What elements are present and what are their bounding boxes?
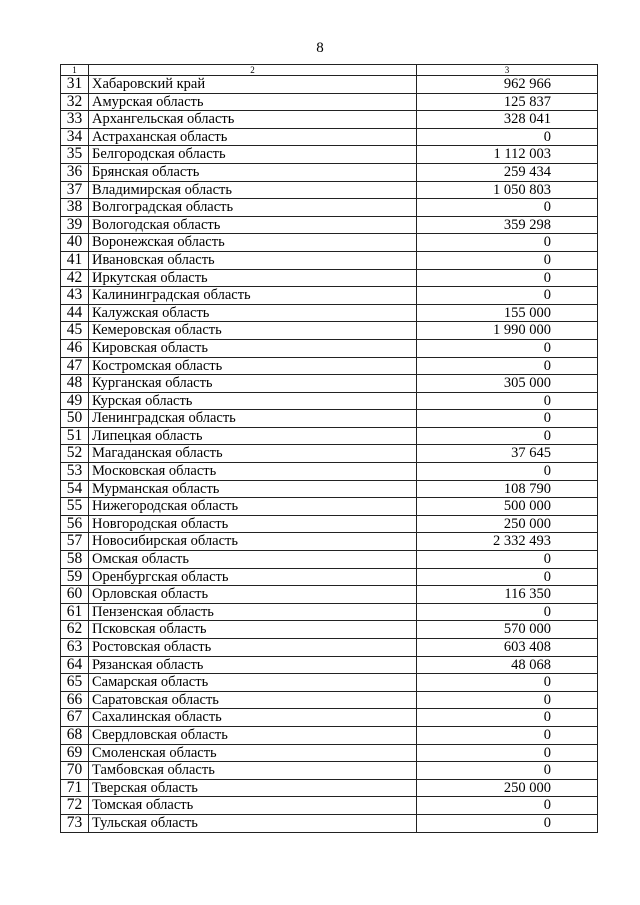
amount-value: 603 408 bbox=[417, 639, 598, 657]
region-name: Хабаровский край bbox=[89, 76, 417, 94]
region-name: Ленинградская область bbox=[89, 410, 417, 428]
region-name: Липецкая область bbox=[89, 427, 417, 445]
row-number: 34 bbox=[61, 128, 89, 146]
region-name: Пензенская область bbox=[89, 603, 417, 621]
row-number: 65 bbox=[61, 674, 89, 692]
amount-value: 0 bbox=[417, 726, 598, 744]
row-number: 36 bbox=[61, 163, 89, 181]
table-row bbox=[61, 269, 598, 287]
amount-value: 0 bbox=[417, 339, 598, 357]
amount-value: 0 bbox=[417, 762, 598, 780]
row-number: 44 bbox=[61, 304, 89, 322]
table-row bbox=[61, 463, 598, 481]
amount-value: 0 bbox=[417, 709, 598, 727]
region-name: Калужская область bbox=[89, 304, 417, 322]
row-number: 73 bbox=[61, 814, 89, 832]
amount-value: 1 990 000 bbox=[417, 322, 598, 340]
region-name: Астраханская область bbox=[89, 128, 417, 146]
row-number: 39 bbox=[61, 216, 89, 234]
table-row bbox=[61, 498, 598, 516]
amount-value: 0 bbox=[417, 691, 598, 709]
header-col-1: 1 bbox=[61, 65, 89, 76]
row-number: 67 bbox=[61, 709, 89, 727]
amount-value: 1 050 803 bbox=[417, 181, 598, 199]
amount-value: 962 966 bbox=[417, 76, 598, 94]
amount-value: 305 000 bbox=[417, 375, 598, 393]
row-number: 50 bbox=[61, 410, 89, 428]
region-name: Иркутская область bbox=[89, 269, 417, 287]
amount-value: 0 bbox=[417, 234, 598, 252]
row-number: 32 bbox=[61, 93, 89, 111]
region-name: Псковская область bbox=[89, 621, 417, 639]
region-name: Смоленская область bbox=[89, 744, 417, 762]
region-name: Нижегородская область bbox=[89, 498, 417, 516]
region-name: Самарская область bbox=[89, 674, 417, 692]
amount-value: 2 332 493 bbox=[417, 533, 598, 551]
region-name: Воронежская область bbox=[89, 234, 417, 252]
amount-value: 155 000 bbox=[417, 304, 598, 322]
region-name: Сахалинская область bbox=[89, 709, 417, 727]
row-number: 31 bbox=[61, 76, 89, 94]
table-row bbox=[61, 762, 598, 780]
data-table bbox=[60, 64, 598, 833]
region-name: Новосибирская область bbox=[89, 533, 417, 551]
table-row bbox=[61, 480, 598, 498]
table-row bbox=[61, 621, 598, 639]
table-row bbox=[61, 339, 598, 357]
table-row bbox=[61, 674, 598, 692]
table-row bbox=[61, 392, 598, 410]
amount-value: 37 645 bbox=[417, 445, 598, 463]
row-number: 64 bbox=[61, 656, 89, 674]
amount-value: 250 000 bbox=[417, 515, 598, 533]
table-row bbox=[61, 814, 598, 832]
region-name: Амурская область bbox=[89, 93, 417, 111]
table-row bbox=[61, 251, 598, 269]
table-row bbox=[61, 726, 598, 744]
region-name: Курганская область bbox=[89, 375, 417, 393]
row-number: 53 bbox=[61, 463, 89, 481]
table-row bbox=[61, 357, 598, 375]
amount-value: 570 000 bbox=[417, 621, 598, 639]
region-name: Московская область bbox=[89, 463, 417, 481]
region-name: Тверская область bbox=[89, 779, 417, 797]
table-header-row bbox=[61, 65, 598, 76]
region-name: Кемеровская область bbox=[89, 322, 417, 340]
region-name: Волгоградская область bbox=[89, 199, 417, 217]
table-row bbox=[61, 93, 598, 111]
row-number: 54 bbox=[61, 480, 89, 498]
amount-value: 0 bbox=[417, 199, 598, 217]
amount-value: 0 bbox=[417, 269, 598, 287]
row-number: 45 bbox=[61, 322, 89, 340]
table-row bbox=[61, 304, 598, 322]
row-number: 52 bbox=[61, 445, 89, 463]
table-row bbox=[61, 656, 598, 674]
table-row bbox=[61, 533, 598, 551]
table-row bbox=[61, 128, 598, 146]
row-number: 72 bbox=[61, 797, 89, 815]
row-number: 49 bbox=[61, 392, 89, 410]
row-number: 63 bbox=[61, 639, 89, 657]
region-name: Кировская область bbox=[89, 339, 417, 357]
row-number: 41 bbox=[61, 251, 89, 269]
row-number: 43 bbox=[61, 287, 89, 305]
table-row bbox=[61, 568, 598, 586]
table-row bbox=[61, 234, 598, 252]
region-name: Новгородская область bbox=[89, 515, 417, 533]
table-row bbox=[61, 603, 598, 621]
region-name: Саратовская область bbox=[89, 691, 417, 709]
table-row bbox=[61, 515, 598, 533]
row-number: 69 bbox=[61, 744, 89, 762]
table-row bbox=[61, 445, 598, 463]
amount-value: 328 041 bbox=[417, 111, 598, 129]
amount-value: 0 bbox=[417, 568, 598, 586]
region-name: Оренбургская область bbox=[89, 568, 417, 586]
page-number: 8 bbox=[316, 40, 324, 56]
amount-value: 0 bbox=[417, 128, 598, 146]
row-number: 71 bbox=[61, 779, 89, 797]
region-name: Брянская область bbox=[89, 163, 417, 181]
row-number: 59 bbox=[61, 568, 89, 586]
amount-value: 0 bbox=[417, 463, 598, 481]
header-col-3: 3 bbox=[417, 65, 598, 76]
row-number: 37 bbox=[61, 181, 89, 199]
table-row bbox=[61, 111, 598, 129]
region-name: Магаданская область bbox=[89, 445, 417, 463]
amount-value: 0 bbox=[417, 427, 598, 445]
amount-value: 259 434 bbox=[417, 163, 598, 181]
amount-value: 0 bbox=[417, 551, 598, 569]
header-col-2: 2 bbox=[89, 65, 417, 76]
table-row bbox=[61, 639, 598, 657]
row-number: 48 bbox=[61, 375, 89, 393]
amount-value: 108 790 bbox=[417, 480, 598, 498]
table-row bbox=[61, 797, 598, 815]
amount-value: 0 bbox=[417, 410, 598, 428]
table-row bbox=[61, 586, 598, 604]
row-number: 61 bbox=[61, 603, 89, 621]
table-row bbox=[61, 410, 598, 428]
table-row bbox=[61, 287, 598, 305]
table-row bbox=[61, 551, 598, 569]
row-number: 42 bbox=[61, 269, 89, 287]
row-number: 66 bbox=[61, 691, 89, 709]
row-number: 40 bbox=[61, 234, 89, 252]
region-name: Костромская область bbox=[89, 357, 417, 375]
row-number: 47 bbox=[61, 357, 89, 375]
amount-value: 0 bbox=[417, 251, 598, 269]
region-name: Владимирская область bbox=[89, 181, 417, 199]
row-number: 33 bbox=[61, 111, 89, 129]
region-name: Калининградская область bbox=[89, 287, 417, 305]
region-name: Омская область bbox=[89, 551, 417, 569]
region-name: Архангельская область bbox=[89, 111, 417, 129]
table-row bbox=[61, 709, 598, 727]
table-row bbox=[61, 199, 598, 217]
amount-value: 0 bbox=[417, 392, 598, 410]
region-name: Вологодская область bbox=[89, 216, 417, 234]
row-number: 62 bbox=[61, 621, 89, 639]
amount-value: 0 bbox=[417, 744, 598, 762]
table-row bbox=[61, 375, 598, 393]
amount-value: 1 112 003 bbox=[417, 146, 598, 164]
row-number: 38 bbox=[61, 199, 89, 217]
table-row bbox=[61, 322, 598, 340]
row-number: 51 bbox=[61, 427, 89, 445]
table-row bbox=[61, 76, 598, 94]
table-row bbox=[61, 163, 598, 181]
region-name: Свердловская область bbox=[89, 726, 417, 744]
table-row bbox=[61, 779, 598, 797]
table-row bbox=[61, 146, 598, 164]
amount-value: 500 000 bbox=[417, 498, 598, 516]
amount-value: 0 bbox=[417, 287, 598, 305]
table-row bbox=[61, 181, 598, 199]
region-name: Курская область bbox=[89, 392, 417, 410]
region-name: Рязанская область bbox=[89, 656, 417, 674]
amount-value: 250 000 bbox=[417, 779, 598, 797]
row-number: 70 bbox=[61, 762, 89, 780]
amount-value: 48 068 bbox=[417, 656, 598, 674]
amount-value: 0 bbox=[417, 674, 598, 692]
amount-value: 359 298 bbox=[417, 216, 598, 234]
amount-value: 116 350 bbox=[417, 586, 598, 604]
row-number: 57 bbox=[61, 533, 89, 551]
region-name: Ростовская область bbox=[89, 639, 417, 657]
table-row bbox=[61, 744, 598, 762]
row-number: 68 bbox=[61, 726, 89, 744]
amount-value: 0 bbox=[417, 814, 598, 832]
region-name: Ивановская область bbox=[89, 251, 417, 269]
region-name: Белгородская область bbox=[89, 146, 417, 164]
row-number: 60 bbox=[61, 586, 89, 604]
row-number: 56 bbox=[61, 515, 89, 533]
table-row bbox=[61, 216, 598, 234]
amount-value: 125 837 bbox=[417, 93, 598, 111]
row-number: 58 bbox=[61, 551, 89, 569]
row-number: 35 bbox=[61, 146, 89, 164]
amount-value: 0 bbox=[417, 357, 598, 375]
row-number: 55 bbox=[61, 498, 89, 516]
amount-value: 0 bbox=[417, 603, 598, 621]
amount-value: 0 bbox=[417, 797, 598, 815]
region-name: Орловская область bbox=[89, 586, 417, 604]
region-name: Томская область bbox=[89, 797, 417, 815]
region-name: Мурманская область bbox=[89, 480, 417, 498]
row-number: 46 bbox=[61, 339, 89, 357]
region-name: Тульская область bbox=[89, 814, 417, 832]
table-row bbox=[61, 691, 598, 709]
region-name: Тамбовская область bbox=[89, 762, 417, 780]
table-row bbox=[61, 427, 598, 445]
